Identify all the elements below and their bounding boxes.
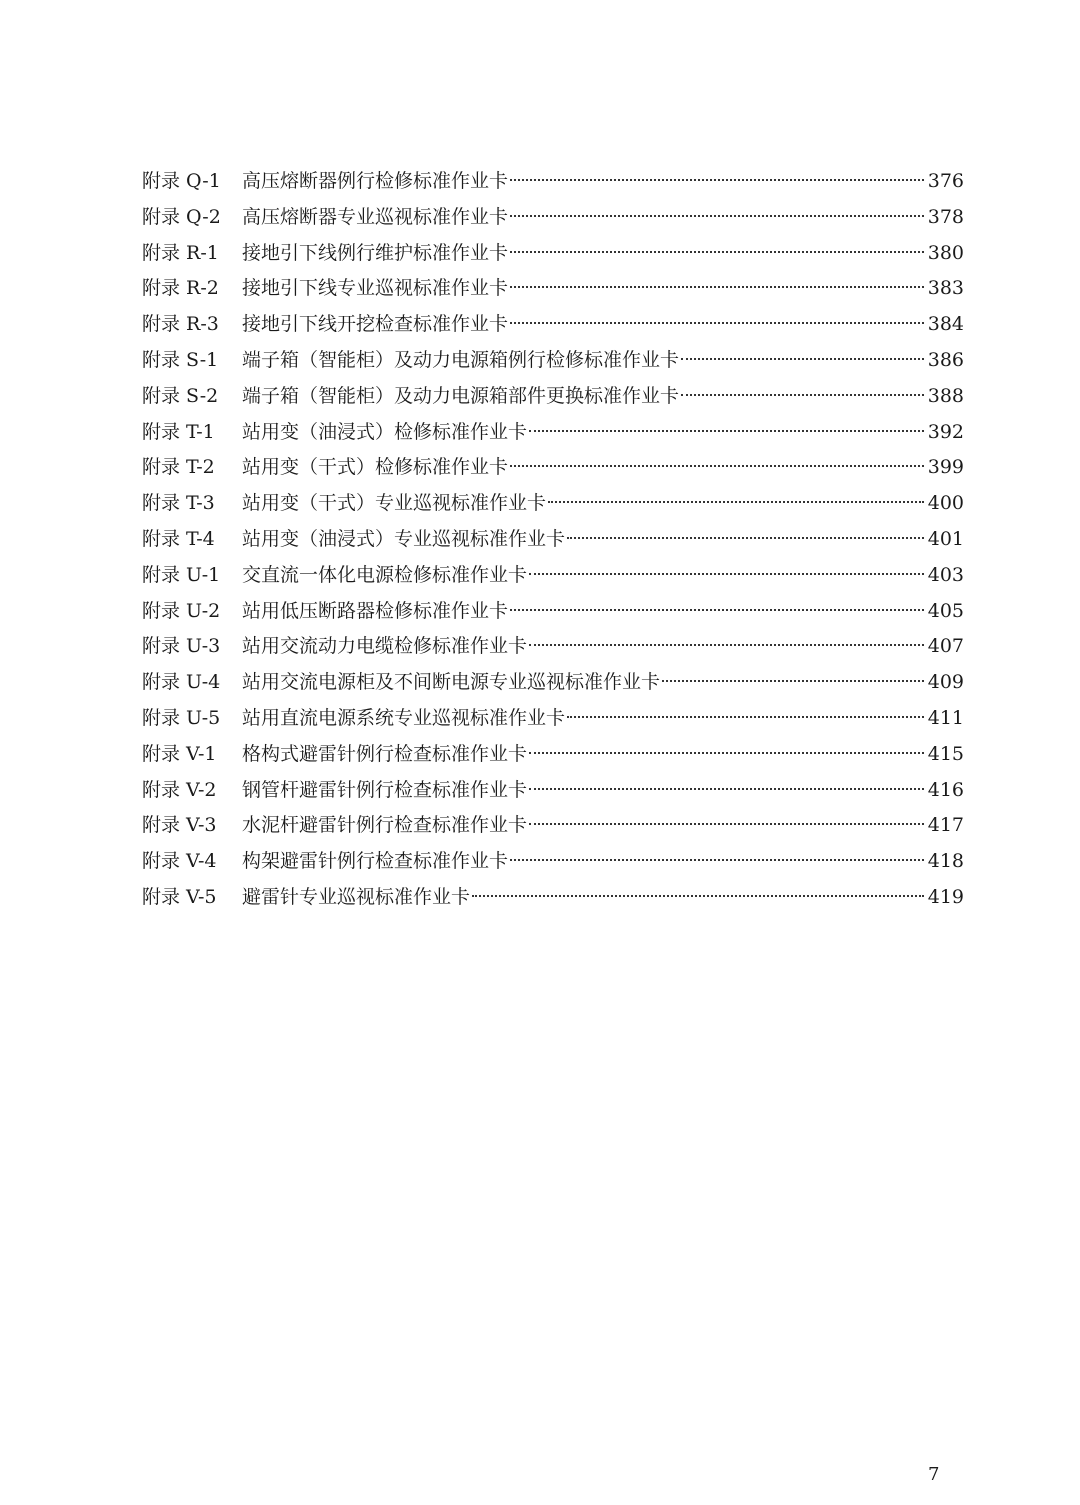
toc-entry-title: 站用直流电源系统专业巡视标准作业卡	[242, 706, 566, 729]
toc-entry-code: 附录 V-2	[142, 778, 217, 801]
toc-entry-page: 415	[927, 742, 964, 765]
toc-entry-code: 附录 V-3	[142, 814, 217, 837]
toc-entry-title: 站用变（干式）检修标准作业卡	[242, 456, 509, 479]
toc-entry-page: 403	[927, 563, 964, 586]
toc-entry-page: 407	[927, 635, 964, 658]
toc-entry[interactable]	[142, 594, 964, 630]
toc-entry-code: 附录 R-1	[142, 241, 219, 264]
toc-leader-dots	[510, 609, 924, 611]
toc-entry-code: 附录 V-5	[142, 885, 217, 908]
toc-entry-title: 站用交流电源柜及不间断电源专业巡视标准作业卡	[242, 671, 661, 694]
toc-entry-title: 端子箱（智能柜）及动力电源箱例行检修标准作业卡	[242, 348, 680, 371]
toc-entry-page: 378	[927, 205, 964, 228]
toc-entry[interactable]	[142, 415, 964, 451]
toc-entry[interactable]	[142, 307, 964, 343]
toc-entry-title: 站用交流动力电缆检修标准作业卡	[242, 635, 528, 658]
toc-leader-dots	[510, 286, 924, 288]
toc-entry-title: 站用变（油浸式）检修标准作业卡	[242, 420, 528, 443]
toc-entry-page: 417	[927, 814, 964, 837]
toc-leader-dots	[662, 680, 924, 682]
toc-entry-code: 附录 U-3	[142, 635, 221, 658]
toc-entry[interactable]	[142, 236, 964, 272]
toc-entry[interactable]	[142, 200, 964, 236]
toc-entry-title: 构架避雷针例行检查标准作业卡	[242, 850, 509, 873]
toc-leader-dots	[529, 430, 924, 432]
toc-entry-title: 高压熔断器例行检修标准作业卡	[242, 170, 509, 192]
toc-entry-page: 405	[927, 599, 964, 622]
toc-leader-dots	[681, 394, 924, 396]
toc-entry-page: 416	[927, 778, 964, 801]
toc-entry[interactable]	[142, 773, 964, 809]
toc-entry-page: 380	[927, 241, 964, 264]
toc-leader-dots	[472, 895, 924, 897]
toc-entry-title: 水泥杆避雷针例行检查标准作业卡	[242, 814, 528, 837]
toc-entry[interactable]	[142, 880, 964, 916]
toc-entry[interactable]	[142, 164, 964, 200]
toc-entry-code: 附录 T-3	[142, 492, 215, 515]
toc-entry-title: 端子箱（智能柜）及动力电源箱部件更换标准作业卡	[242, 384, 680, 407]
toc-leader-dots	[510, 859, 924, 861]
toc-entry-code: 附录 U-5	[142, 706, 221, 729]
toc-entry[interactable]	[142, 629, 964, 665]
toc-entry-page: 388	[927, 384, 964, 407]
toc-leader-dots	[567, 716, 924, 718]
toc-entry-title: 站用变（干式）专业巡视标准作业卡	[242, 492, 547, 515]
toc-entry-page: 409	[927, 671, 964, 694]
toc-entry-page: 392	[927, 420, 964, 443]
toc-leader-dots	[529, 823, 924, 825]
toc-leader-dots	[529, 573, 924, 575]
toc-entry-page: 376	[927, 170, 964, 192]
toc-entry-page: 399	[927, 456, 964, 479]
toc-entry-page: 384	[927, 313, 964, 336]
toc-entry-title: 接地引下线开挖检查标准作业卡	[242, 313, 509, 336]
toc-entry-title: 高压熔断器专业巡视标准作业卡	[242, 205, 509, 228]
toc-entry-title: 站用变（油浸式）专业巡视标准作业卡	[242, 527, 566, 550]
toc-leader-dots	[510, 215, 924, 217]
table-of-contents	[142, 164, 964, 916]
toc-entry-code: 附录 T-4	[142, 527, 215, 550]
toc-entry[interactable]	[142, 665, 964, 701]
toc-leader-dots	[529, 788, 924, 790]
toc-leader-dots	[529, 752, 924, 754]
toc-entry-page: 383	[927, 277, 964, 300]
toc-entry-page: 419	[927, 885, 964, 908]
toc-entry-code: 附录 V-1	[142, 742, 217, 765]
toc-entry[interactable]	[142, 558, 964, 594]
toc-entry[interactable]	[142, 271, 964, 307]
toc-entry-page: 401	[927, 527, 964, 550]
toc-entry-code: 附录 Q-1	[142, 170, 221, 192]
toc-leader-dots	[529, 644, 924, 646]
toc-leader-dots	[681, 358, 924, 360]
toc-entry-code: 附录 U-2	[142, 599, 221, 622]
toc-entry-title: 钢管杆避雷针例行检查标准作业卡	[242, 778, 528, 801]
toc-leader-dots	[510, 465, 924, 467]
toc-entry[interactable]	[142, 701, 964, 737]
toc-entry-title: 接地引下线专业巡视标准作业卡	[242, 277, 509, 300]
toc-entry-page: 400	[927, 492, 964, 515]
toc-entry[interactable]	[142, 808, 964, 844]
toc-leader-dots	[548, 501, 924, 503]
toc-entry-title: 格构式避雷针例行检查标准作业卡	[242, 742, 528, 765]
toc-entry-title: 站用低压断路器检修标准作业卡	[242, 599, 509, 622]
toc-entry-page: 386	[927, 348, 964, 371]
toc-entry[interactable]	[142, 737, 964, 773]
toc-entry[interactable]	[142, 450, 964, 486]
toc-entry-code: 附录 S-2	[142, 384, 219, 407]
toc-entry-page: 418	[927, 850, 964, 873]
toc-entry-title: 避雷针专业巡视标准作业卡	[242, 885, 471, 908]
toc-leader-dots	[510, 251, 924, 253]
toc-entry-title: 接地引下线例行维护标准作业卡	[242, 241, 509, 264]
toc-leader-dots	[510, 322, 924, 324]
toc-entry-code: 附录 T-1	[142, 420, 215, 443]
toc-entry-code: 附录 T-2	[142, 456, 215, 479]
toc-entry[interactable]	[142, 522, 964, 558]
toc-entry-page: 411	[927, 706, 964, 729]
page-number: 7	[928, 1464, 940, 1485]
toc-entry-code: 附录 R-2	[142, 277, 219, 300]
toc-entry-code: 附录 U-4	[142, 671, 221, 694]
toc-entry-code: 附录 U-1	[142, 563, 221, 586]
toc-entry[interactable]	[142, 379, 964, 415]
toc-entry-title: 交直流一体化电源检修标准作业卡	[242, 563, 528, 586]
toc-entry-code: 附录 Q-2	[142, 205, 221, 228]
toc-entry[interactable]	[142, 844, 964, 880]
toc-entry-code: 附录 V-4	[142, 850, 217, 873]
toc-entry-code: 附录 R-3	[142, 313, 219, 336]
toc-entry-code: 附录 S-1	[142, 348, 219, 371]
toc-leader-dots	[567, 537, 924, 539]
toc-entry[interactable]	[142, 486, 964, 522]
toc-entry[interactable]	[142, 343, 964, 379]
toc-leader-dots	[510, 179, 924, 181]
